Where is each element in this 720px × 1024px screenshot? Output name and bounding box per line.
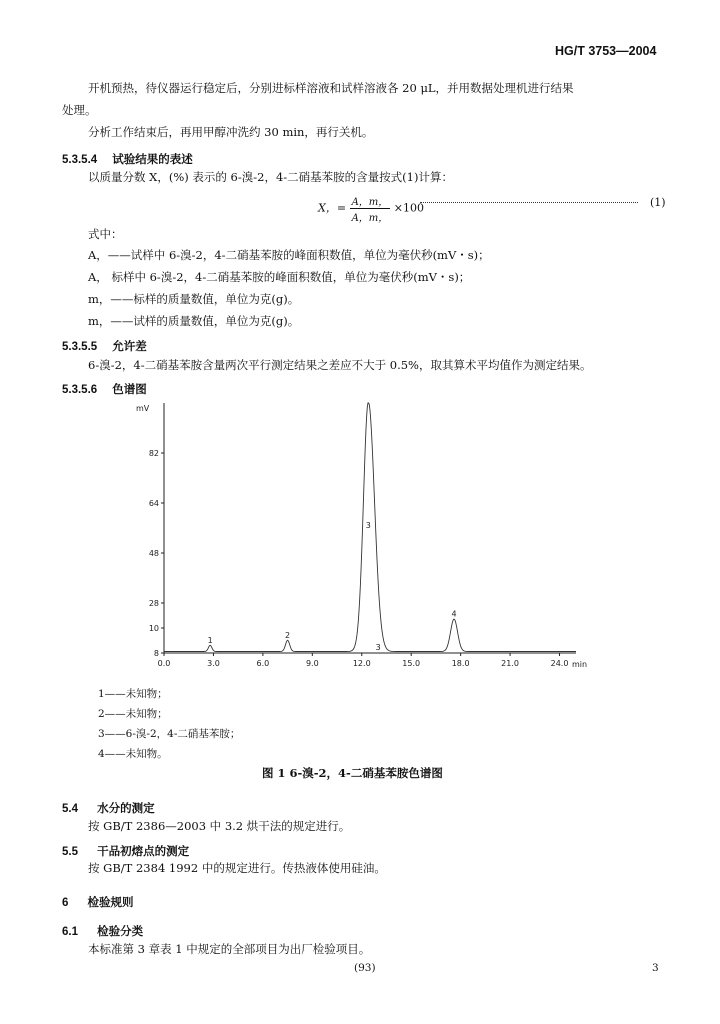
section-title: 允许差 — [112, 339, 147, 353]
x-tick-label: 0.0 — [157, 659, 171, 668]
legend-item-1: 1——未知物； — [98, 688, 168, 700]
section-55-text: 按 GB/T 2384 1992 中的规定进行。传热液体使用硅油。 — [88, 861, 386, 875]
section-title: 色谱图 — [112, 382, 147, 396]
x-tick-label: 18.0 — [451, 659, 470, 668]
definition-4: m，——试样的质量数值，单位为克(g)。 — [88, 314, 300, 328]
formula-denominator: A，m， — [351, 213, 389, 224]
section-number: 6 — [62, 897, 69, 909]
formula-number: (1) — [650, 196, 666, 209]
page-number: 3 — [652, 962, 659, 974]
footer-center: (93) — [354, 962, 376, 974]
x-axis-unit: min — [572, 660, 588, 669]
y-tick-label: 10 — [148, 624, 159, 633]
peak-3-baseline-label: 3 — [375, 643, 381, 652]
paragraph-2: 分析工作结束后，再用甲醇冲洗约 30 min，再行关机。 — [88, 125, 374, 139]
section-number: 5.5 — [62, 846, 78, 858]
formula-times: ×100 — [393, 201, 424, 215]
y-axis-unit: mV — [136, 404, 150, 413]
x-tick-label: 12.0 — [352, 659, 371, 668]
y-tick-label: 28 — [148, 599, 159, 608]
section-5355-heading — [62, 335, 147, 354]
section-title: 检验规则 — [87, 895, 134, 909]
legend-item-2: 2——未知物； — [98, 708, 168, 720]
expression-intro: 以质量分数 X，(%) 表示的 6-溴-2，4-二硝基苯胺的含量按式(1)计算： — [88, 170, 453, 184]
x-tick-label: 6.0 — [256, 659, 270, 668]
y-tick-label: 82 — [148, 449, 159, 458]
section-title: 干品初熔点的测定 — [97, 844, 190, 858]
legend-item-3: 3——6-溴-2，4-二硝基苯胺； — [98, 728, 241, 740]
standard-code: HG/T 3753—2004 — [555, 44, 657, 58]
section-5356-heading — [62, 378, 147, 397]
section-title: 检验分类 — [97, 924, 144, 938]
definition-3: m，——标样的质量数值，单位为克(g)。 — [88, 292, 300, 306]
paragraph-1-line-1: 开机预热，待仪器运行稳定后，分别进标样溶液和试样溶液各 20 μL，并用数据处理机进行结果 — [88, 81, 574, 95]
definition-1: A，——试样中 6-溴-2，4-二硝基苯胺的峰面积数值，单位为毫伏秒(mV・s)； — [88, 248, 490, 262]
formula — [318, 193, 424, 224]
section-number: 5.3.5.6 — [62, 384, 98, 396]
section-61-text: 本标准第 3 章表 1 中规定的全部项目为出厂检验项目。 — [88, 942, 371, 956]
section-number: 5.3.5.4 — [62, 154, 98, 166]
section-54-text: 按 GB/T 2386—2003 中 3.2 烘干法的规定进行。 — [88, 819, 351, 833]
peak-label-1: 1 — [207, 635, 213, 645]
y-tick-label: 48 — [148, 549, 159, 558]
peak-label-3: 3 — [365, 521, 371, 530]
x-tick-label: 15.0 — [402, 659, 421, 668]
x-tick-label: 9.0 — [305, 659, 319, 668]
peak-label-2: 2 — [285, 630, 291, 640]
formula-fraction — [350, 193, 391, 224]
section-61-heading — [62, 920, 143, 939]
formula-numerator: A，m， — [350, 193, 391, 209]
section-title: 试验结果的表述 — [112, 152, 193, 166]
section-number: 5.4 — [62, 803, 78, 815]
chart-peak-labels — [208, 521, 457, 652]
section-55-heading — [62, 840, 189, 859]
x-tick-label: 3.0 — [207, 659, 220, 668]
legend-item-4: 4——未知物。 — [98, 748, 168, 760]
x-tick-label: 24.0 — [550, 659, 569, 668]
y-tick-label: 8 — [153, 649, 159, 658]
definition-2: A， 标样中 6-溴-2，4-二硝基苯胺的峰面积数值，单位为毫伏秒(mV・s)； — [88, 270, 471, 284]
tolerance-text: 6-溴-2，4-二硝基苯胺含量两次平行测定结果之差应不大于 0.5%，取其算术平均值作为测定结果。 — [88, 358, 592, 372]
section-title: 水分的测定 — [97, 801, 155, 815]
chart-axes — [136, 403, 587, 669]
section-5354-heading — [62, 148, 193, 167]
y-tick-label: 64 — [148, 499, 159, 508]
figure-caption: 图 1 6-溴-2，4-二硝基苯胺色谱图 — [262, 766, 443, 780]
formula-leader-dots — [420, 201, 638, 203]
peak-label-4: 4 — [451, 609, 457, 619]
where-label: 式中： — [88, 227, 123, 241]
paragraph-1-line-2: 处理。 — [62, 103, 97, 117]
x-tick-label: 21.0 — [501, 659, 519, 668]
section-54-heading — [62, 797, 155, 816]
section-number: 5.3.5.5 — [62, 341, 98, 353]
section-6-heading — [62, 891, 134, 910]
formula-lhs: X，= — [318, 201, 347, 215]
section-number: 6.1 — [62, 926, 78, 938]
chromatogram-chart — [130, 398, 590, 676]
